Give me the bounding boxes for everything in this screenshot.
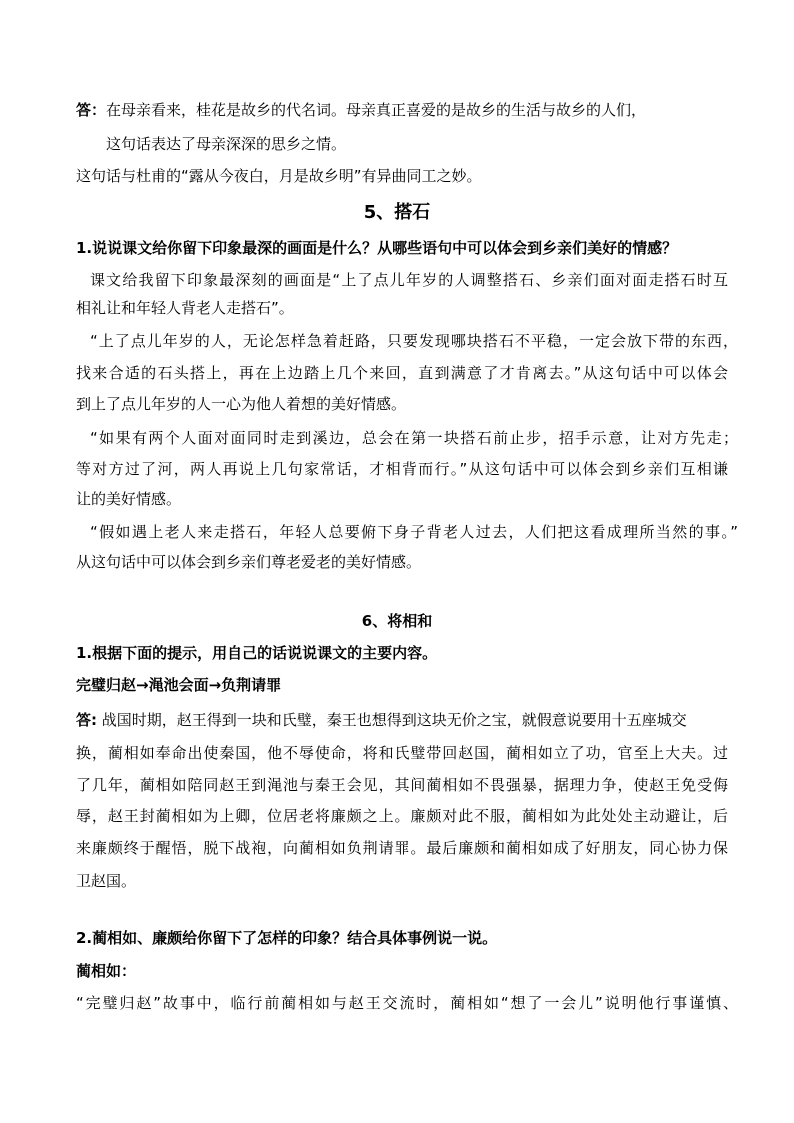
answer-line-3: 这句话与杜甫的“露从今夜白，月是故乡明”有异曲同工之妙。 (76, 167, 482, 185)
answer-line-1 (76, 100, 646, 120)
section5-paragraph-line: 找来合适的石头搭上，再在上边踏上几个来回，直到满意了才肯离去。”从这句话中可以体会 (76, 364, 728, 382)
answer-line-2: 这句话表达了母亲深深的思乡之情。 (106, 135, 347, 153)
section6-question-1: 1.根据下面的提示，用自己的话说说课文的主要内容。 (76, 644, 438, 662)
section5-paragraph-line: 让的美好情感。 (76, 490, 182, 508)
section6-answer-line: 辱，赵王封蔺相如为上卿，位居老将廉颇之上。廉颇对此不服，蔺相如为此处处主动避让，后 (76, 807, 728, 825)
section6-answer-line: 换，蔺相如奉命出使秦国，他不辱使命，将和氏璧带回赵国，蔺相如立了功，官至上大夫。过 (76, 744, 728, 762)
section5-question-1: 1.说说课文给你留下印象最深的画面是什么？从哪些语句中可以体会到乡亲们美好的情感？ (76, 239, 678, 257)
section-title-6: 6、将相和 (361, 612, 433, 630)
section6-answer-text: 战国时期，赵王得到一块和氏璧，秦王也想得到这块无价之宝，就假意说要用十五座城交 (97, 711, 687, 729)
section-title-5: 5、搭石 (363, 202, 431, 223)
section6-answer-line-1 (76, 710, 687, 730)
section5-paragraph-line: “如果有两个人面对面同时走到溪边，总会在第一块搭石前止步，招手示意，让对方先走； (90, 429, 738, 447)
section5-paragraph-line: 相礼让和年轻人背老人走搭石”。 (76, 299, 294, 317)
answer-label: 答： (76, 101, 107, 119)
section6-last-line: “完璧归赵”故事中，临行前蔺相如与赵王交流时，蔺相如“想了一会儿”说明他行事谨慎、 (76, 994, 738, 1012)
section5-paragraph-line: “假如遇上老人来走搭石，年轻人总要俯下身子背老人过去，人们把这看成理所当然的事。” (90, 523, 738, 541)
section5-paragraph-line: 从这句话中可以体会到乡亲们尊老爱老的美好情感。 (76, 553, 422, 571)
section6-question-2: 2.蔺相如、廉颇给你留下了怎样的印象？结合具体事例说一说。 (76, 929, 498, 947)
section6-answer-label: 答: (76, 711, 97, 729)
section6-answer-line: 来廉颇终于醒悟，脱下战袍，向蔺相如负荆请罪。最后廉颇和蔺相如成了好朋友，同心协力保 (76, 839, 728, 857)
section5-paragraph-line: 到上了点儿年岁的人一心为他人着想的美好情感。 (76, 395, 407, 413)
section5-paragraph-line: 课文给我留下印象最深刻的画面是“上了点儿年岁的人调整搭石、乡亲们面对面走搭石时互 (90, 271, 728, 289)
section6-answer-line: 卫赵国。 (76, 872, 137, 890)
section6-answer-line: 了几年，蔺相如陪同赵王到渑池与秦王会见，其间蔺相如不畏强暴，据理力争，使赵王免受侮 (76, 776, 728, 794)
person-heading: 蔺相如： (76, 962, 137, 980)
section5-paragraph-line: 等对方过了河，两人再说上几句家常话，才相背而行。”从这句话中可以体会到乡亲们互相谦 (76, 460, 728, 478)
section5-paragraph-line: “上了点儿年岁的人，无论怎样急着赶路，只要发现哪块搭石不平稳，一定会放下带的东西， (90, 332, 738, 350)
section6-hint: 完璧归赵→渑池会面→负荆请罪 (76, 676, 282, 694)
answer-text: 在母亲看来，桂花是故乡的代名词。母亲真正喜爱的是故乡的生活与故乡的人们， (106, 101, 647, 119)
